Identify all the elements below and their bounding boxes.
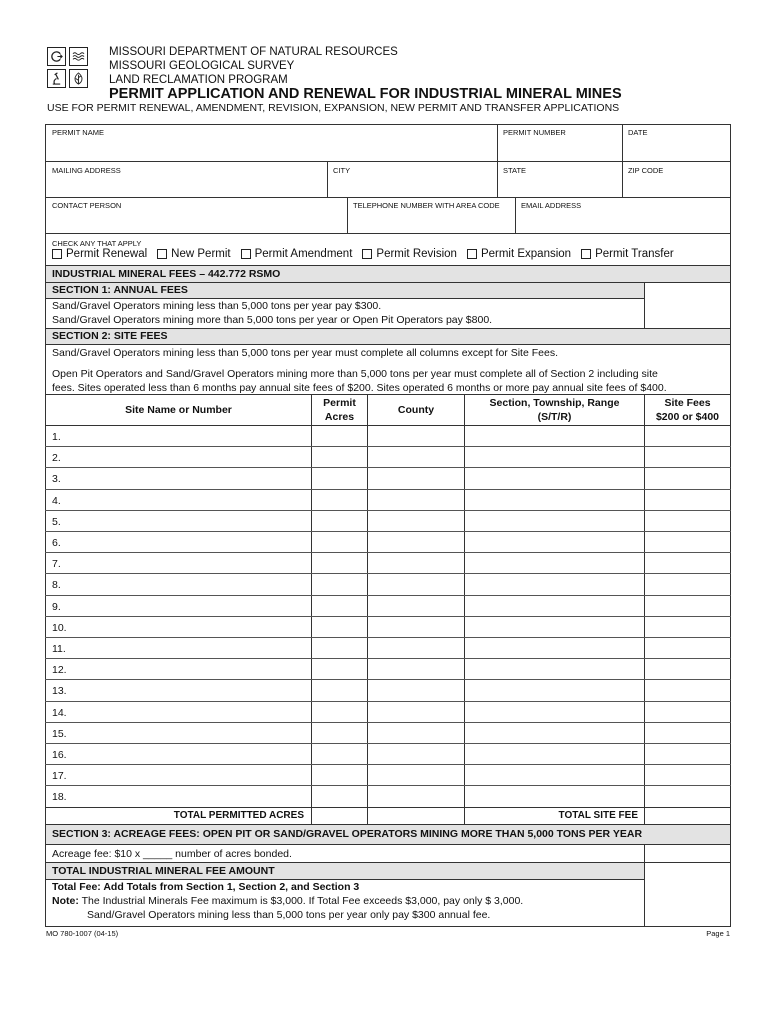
site-fee-cell[interactable] (645, 744, 729, 764)
str-cell[interactable] (465, 468, 643, 488)
survey-name: MISSOURI GEOLOGICAL SURVEY (109, 60, 295, 72)
table-row (0, 511, 770, 531)
county-cell[interactable] (368, 786, 463, 806)
section3-title: SECTION 3: ACREAGE FEES: OPEN PIT OR SAND/GRAVEL OPERATORS MINING MORE THAN 5,000 TONS PER YEAR (52, 828, 643, 840)
contact-field[interactable] (47, 210, 345, 231)
permit-number-field[interactable] (499, 137, 620, 159)
permit-expansion-checkbox[interactable]: Permit Expansion (467, 248, 571, 260)
form-title: PERMIT APPLICATION AND RENEWAL FOR INDUSTRIAL MINERAL MINES (109, 86, 622, 102)
state-label: STATE (503, 166, 527, 175)
site-fee-cell[interactable] (645, 511, 729, 531)
contact-label: CONTACT PERSON (52, 201, 122, 210)
acres-cell[interactable] (312, 596, 366, 616)
county-cell[interactable] (368, 596, 463, 616)
col-county-header: County (397, 404, 435, 416)
acres-cell[interactable] (312, 659, 366, 679)
row-number: 6. (52, 537, 61, 549)
table-row (0, 447, 770, 467)
table-row (0, 723, 770, 743)
col-fees-header-2: $200 or $400 (655, 411, 720, 423)
row-number: 7. (52, 558, 61, 570)
str-cell[interactable] (465, 596, 643, 616)
county-cell[interactable] (368, 617, 463, 637)
state-field[interactable] (499, 175, 620, 195)
email-field[interactable] (517, 210, 728, 231)
str-cell[interactable] (465, 532, 643, 552)
date-field[interactable] (624, 137, 728, 159)
leaf-icon (69, 69, 88, 88)
table-row (0, 617, 770, 637)
site-fee-cell[interactable] (645, 659, 729, 679)
mailing-address-field[interactable] (47, 175, 325, 195)
str-cell[interactable] (465, 617, 643, 637)
section1-fee-field[interactable] (646, 284, 729, 327)
site-name-cell[interactable] (67, 447, 310, 467)
row-number: 1. (52, 431, 61, 443)
site-name-cell[interactable] (67, 723, 310, 743)
acres-cell[interactable] (312, 680, 366, 700)
str-cell[interactable] (465, 574, 643, 594)
county-cell[interactable] (368, 553, 463, 573)
row-number: 5. (52, 516, 61, 528)
row-number: 4. (52, 495, 61, 507)
acres-cell[interactable] (312, 723, 366, 743)
str-cell[interactable] (465, 659, 643, 679)
site-fee-cell[interactable] (645, 723, 729, 743)
row-number: 16. (52, 749, 67, 761)
str-cell[interactable] (465, 744, 643, 764)
county-cell[interactable] (368, 765, 463, 785)
acres-cell[interactable] (312, 490, 366, 510)
row-number: 11. (52, 643, 66, 655)
total-site-fee-label: TOTAL SITE FEE (558, 810, 638, 821)
county-cell[interactable] (368, 638, 463, 658)
col-fees-header-1: Site Fees (664, 397, 711, 409)
permit-transfer-checkbox[interactable]: Permit Transfer (581, 248, 674, 260)
permit-name-label: PERMIT NAME (52, 128, 104, 137)
site-name-cell[interactable] (67, 511, 310, 531)
str-cell[interactable] (465, 723, 643, 743)
site-name-cell[interactable] (67, 680, 310, 700)
acres-cell[interactable] (312, 786, 366, 806)
row-number: 17. (52, 770, 67, 782)
site-name-cell[interactable] (67, 426, 310, 446)
col-acres-header-1: Permit (323, 397, 356, 409)
permit-number-label: PERMIT NUMBER (503, 128, 566, 137)
row-number: 15. (52, 728, 67, 740)
acres-cell[interactable] (312, 744, 366, 764)
site-name-cell[interactable] (67, 617, 310, 637)
site-name-cell[interactable] (67, 596, 310, 616)
row-number: 18. (52, 791, 67, 803)
row-number: 10. (52, 622, 67, 634)
site-name-cell[interactable] (67, 659, 310, 679)
site-name-cell[interactable] (67, 638, 310, 658)
acres-cell[interactable] (312, 638, 366, 658)
site-fee-cell[interactable] (645, 596, 729, 616)
site-fee-cell[interactable] (645, 786, 729, 806)
site-name-cell[interactable] (67, 702, 310, 722)
section2-line1: Sand/Gravel Operators mining less than 5,000 tons per year must complete all columns except for Site Fees. (52, 347, 558, 359)
water-waves-icon (69, 47, 88, 66)
row-number: 13. (52, 685, 67, 697)
mailing-address-label: MAILING ADDRESS (52, 166, 121, 175)
zip-field[interactable] (624, 175, 728, 195)
str-cell[interactable] (465, 426, 643, 446)
row-number: 12. (52, 664, 67, 676)
acres-cell[interactable] (312, 468, 366, 488)
fees-header: INDUSTRIAL MINERAL FEES – 442.772 RSMO (52, 268, 281, 280)
table-row (0, 680, 770, 700)
row-number: 3. (52, 473, 61, 485)
city-field[interactable] (329, 175, 495, 195)
col-str-header-1: Section, Township, Range (489, 397, 620, 409)
section1-line1: Sand/Gravel Operators mining less than 5,000 tons per year pay $300. (52, 300, 382, 312)
site-fee-cell[interactable] (645, 447, 729, 467)
city-label: CITY (333, 166, 351, 175)
new-permit-checkbox[interactable]: New Permit (157, 248, 230, 260)
section2-line3: fees. Sites operated less than 6 months pay annual site fees of $200. Sites operated 6 months or more pay annual site fees of $400. (52, 382, 667, 394)
site-name-cell[interactable] (67, 468, 310, 488)
site-name-cell[interactable] (67, 553, 310, 573)
str-cell[interactable] (465, 553, 643, 573)
site-fee-cell[interactable] (645, 617, 729, 637)
col-acres-header-2: Acres (324, 411, 355, 423)
site-fee-cell[interactable] (645, 702, 729, 722)
site-fee-cell[interactable] (645, 680, 729, 700)
total-site-fee-field[interactable] (645, 808, 729, 823)
row-number: 8. (52, 579, 61, 591)
check-any-label: CHECK ANY THAT APPLY (52, 239, 142, 248)
county-cell[interactable] (368, 574, 463, 594)
str-cell[interactable] (465, 490, 643, 510)
date-label: DATE (628, 128, 648, 137)
site-fee-cell[interactable] (645, 765, 729, 785)
county-cell[interactable] (368, 511, 463, 531)
table-row (0, 744, 770, 764)
acreage-fee-field[interactable] (646, 845, 729, 861)
total-acres-field[interactable] (312, 808, 366, 823)
county-cell[interactable] (368, 468, 463, 488)
table-row (0, 596, 770, 616)
table-row (0, 659, 770, 679)
site-fee-cell[interactable] (645, 574, 729, 594)
site-fee-cell[interactable] (645, 426, 729, 446)
email-label: EMAIL ADDRESS (521, 201, 582, 210)
table-row (0, 574, 770, 594)
program-name: LAND RECLAMATION PROGRAM (109, 74, 288, 86)
county-cell[interactable] (368, 659, 463, 679)
section2-line2: Open Pit Operators and Sand/Gravel Operators mining more than 5,000 tons per year must complete all of Section 2 including site (52, 368, 658, 380)
site-fee-cell[interactable] (645, 468, 729, 488)
county-cell[interactable] (368, 723, 463, 743)
total-fee-header: TOTAL INDUSTRIAL MINERAL FEE AMOUNT (52, 865, 275, 877)
str-cell[interactable] (465, 638, 643, 658)
str-cell[interactable] (465, 765, 643, 785)
site-fee-cell[interactable] (645, 490, 729, 510)
application-type-checkboxes (52, 248, 684, 260)
total-fee-note-2: Sand/Gravel Operators mining less than 5,000 tons per year only pay $300 annual fee. (87, 909, 491, 921)
site-name-cell[interactable] (67, 786, 310, 806)
acres-cell[interactable] (312, 447, 366, 467)
acres-cell[interactable] (312, 532, 366, 552)
county-cell[interactable] (368, 426, 463, 446)
page-number: Page 1 (706, 929, 730, 938)
row-number: 9. (52, 601, 61, 613)
section2-title: SECTION 2: SITE FEES (52, 330, 168, 342)
zip-label: ZIP CODE (628, 166, 664, 175)
telephone-label: TELEPHONE NUMBER WITH AREA CODE (353, 201, 500, 210)
site-name-cell[interactable] (67, 532, 310, 552)
table-row (0, 468, 770, 488)
acres-cell[interactable] (312, 553, 366, 573)
site-fee-cell[interactable] (645, 532, 729, 552)
acres-cell[interactable] (312, 574, 366, 594)
acres-cell[interactable] (312, 617, 366, 637)
table-row (0, 490, 770, 510)
microscope-icon (47, 69, 66, 88)
acres-cell[interactable] (312, 511, 366, 531)
total-acres-label: TOTAL PERMITTED ACRES (173, 810, 304, 821)
table-row (0, 765, 770, 785)
total-fee-note: Note: The Industrial Minerals Fee maximum is $3,000. If Total Fee exceeds $3,000, pay only $ 3,000. (52, 895, 524, 907)
table-row (0, 553, 770, 573)
telephone-field[interactable] (349, 210, 513, 231)
acres-cell[interactable] (312, 426, 366, 446)
table-row (0, 702, 770, 722)
county-cell[interactable] (368, 702, 463, 722)
total-fee-line: Total Fee: Add Totals from Section 1, Section 2, and Section 3 (52, 881, 360, 893)
recycle-arrow-icon (47, 47, 66, 66)
form-subtitle: USE FOR PERMIT RENEWAL, AMENDMENT, REVISION, EXPANSION, NEW PERMIT AND TRANSFER APPLICATIONS (47, 102, 620, 114)
col-str-header-2: (S/T/R) (537, 411, 572, 423)
county-cell[interactable] (368, 744, 463, 764)
site-fee-cell[interactable] (645, 553, 729, 573)
table-row (0, 426, 770, 446)
county-cell[interactable] (368, 532, 463, 552)
site-fee-cell[interactable] (645, 638, 729, 658)
table-row (0, 786, 770, 806)
permit-revision-checkbox[interactable]: Permit Revision (362, 248, 457, 260)
acres-cell[interactable] (312, 702, 366, 722)
str-cell[interactable] (465, 786, 643, 806)
county-cell[interactable] (368, 680, 463, 700)
agency-name: MISSOURI DEPARTMENT OF NATURAL RESOURCES (109, 46, 398, 58)
section1-title: SECTION 1: ANNUAL FEES (52, 284, 188, 296)
acres-cell[interactable] (312, 765, 366, 785)
col-site-header: Site Name or Number (125, 404, 232, 416)
permit-amendment-checkbox[interactable]: Permit Amendment (241, 248, 353, 260)
table-row (0, 532, 770, 552)
section3-line: Acreage fee: $10 x _____ number of acres bonded. (52, 848, 292, 860)
site-name-cell[interactable] (67, 765, 310, 785)
table-row (0, 638, 770, 658)
site-name-cell[interactable] (67, 574, 310, 594)
str-cell[interactable] (465, 447, 643, 467)
site-name-cell[interactable] (67, 744, 310, 764)
county-cell[interactable] (368, 447, 463, 467)
str-cell[interactable] (465, 680, 643, 700)
total-fee-field[interactable] (646, 863, 729, 925)
str-cell[interactable] (465, 702, 643, 722)
str-cell[interactable] (465, 511, 643, 531)
row-number: 14. (52, 707, 67, 719)
permit-name-field[interactable] (47, 137, 495, 159)
section1-line2: Sand/Gravel Operators mining more than 5,000 tons per year or Open Pit Operators pay $800. (52, 314, 493, 326)
county-cell[interactable] (368, 490, 463, 510)
permit-renewal-checkbox[interactable]: Permit Renewal (52, 248, 147, 260)
row-number: 2. (52, 452, 61, 464)
form-number: MO 780-1007 (04-15) (46, 929, 119, 938)
site-name-cell[interactable] (67, 490, 310, 510)
